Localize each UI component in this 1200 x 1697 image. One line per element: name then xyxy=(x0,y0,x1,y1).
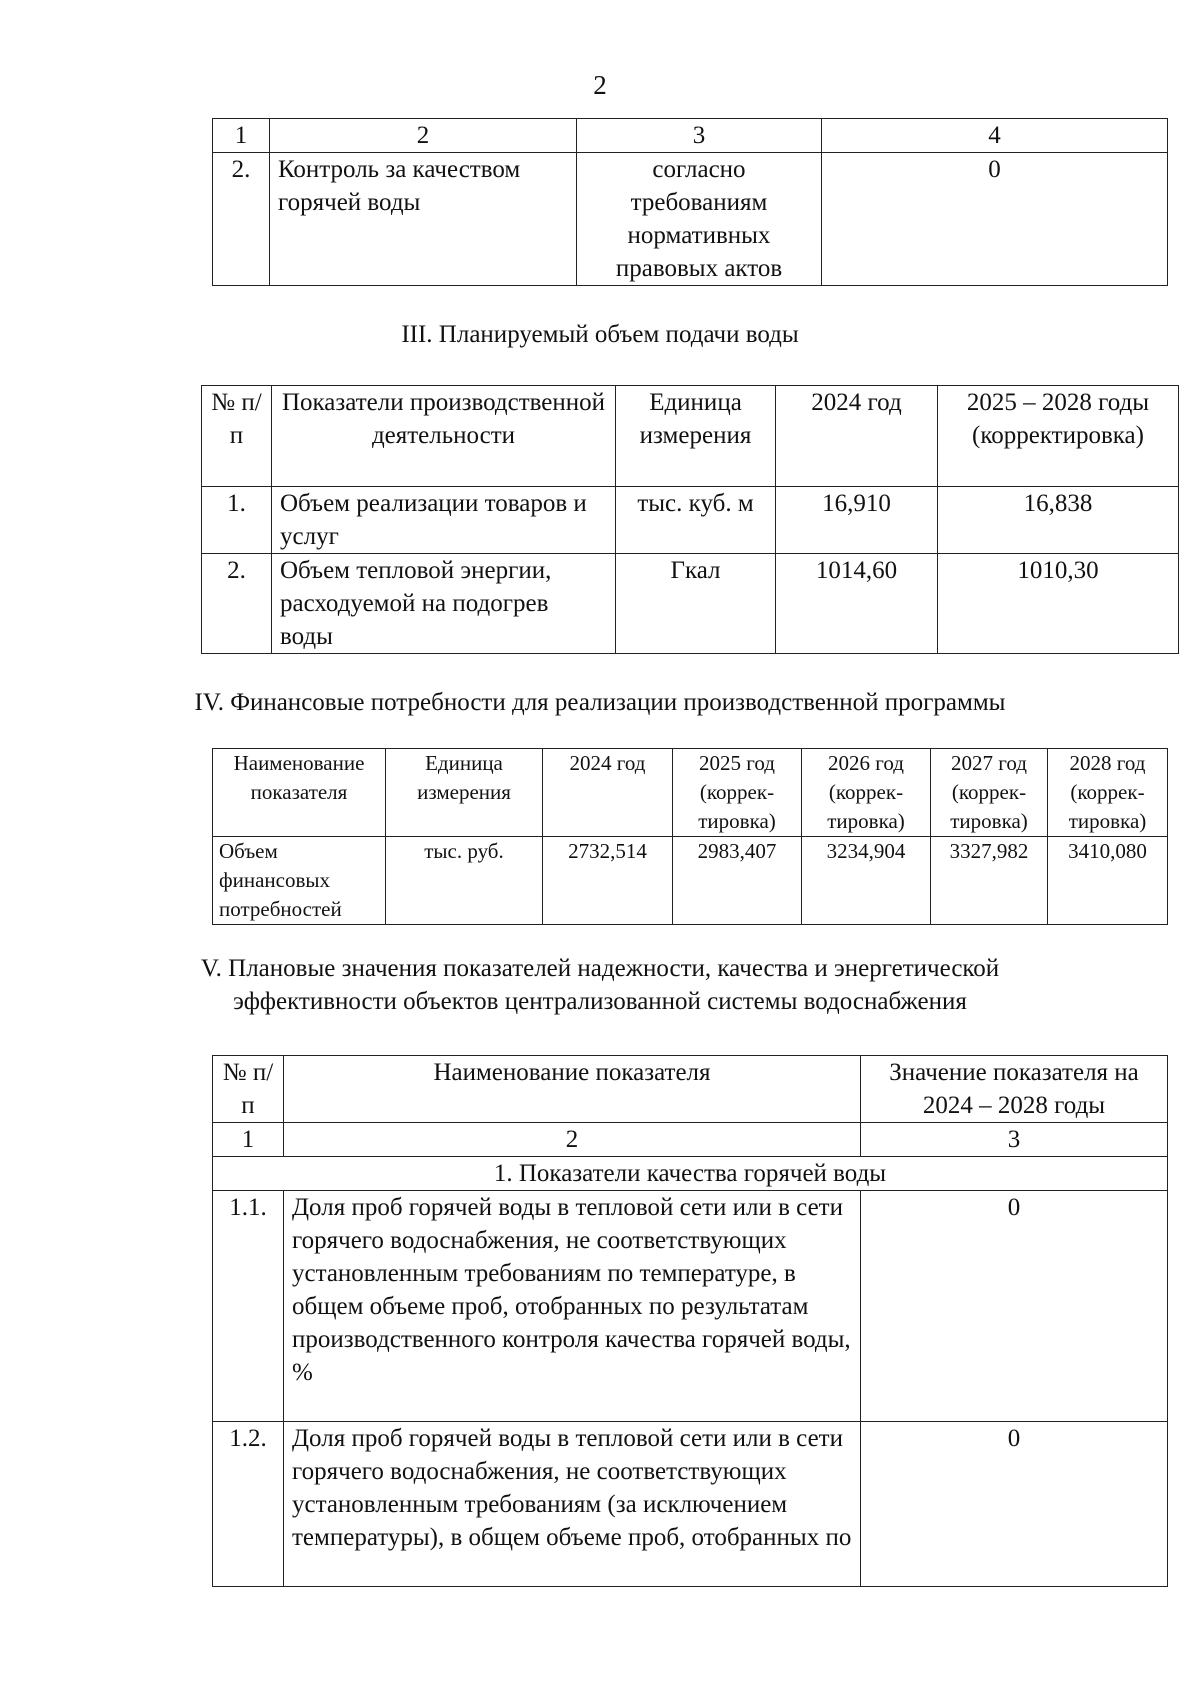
header-cell: 4 xyxy=(822,119,1168,153)
header-num: № п/п xyxy=(213,1056,284,1123)
header-cell: 2 xyxy=(270,119,577,153)
table-row xyxy=(213,1191,1168,1422)
table-water-supply-volume xyxy=(201,385,1179,654)
row-number: 1. xyxy=(202,487,272,554)
table-reliability-indicators xyxy=(212,1055,1168,1587)
row-2025-2028: 16,838 xyxy=(938,487,1179,554)
row-2026: 3234,904 xyxy=(802,837,931,925)
table-row xyxy=(213,1422,1168,1587)
row-2024: 16,910 xyxy=(776,487,938,554)
row-name: Объем финансовых потребностей xyxy=(213,837,386,925)
section3-title: III. Планируемый объем подачи воды xyxy=(401,321,799,348)
header-name: Наименование показателя xyxy=(213,749,386,837)
row-2024: 2732,514 xyxy=(543,837,673,925)
header-2025-2028: 2025 – 2028 годы (корректировка) xyxy=(938,386,1179,487)
table-header-row xyxy=(213,749,1168,837)
header-unit: Единица измерения xyxy=(386,749,543,837)
table-header-row xyxy=(202,386,1179,487)
row-number: 1.2. xyxy=(213,1422,284,1587)
header-2024: 2024 год xyxy=(543,749,673,837)
table-row xyxy=(202,554,1179,654)
row-2024: 1014,60 xyxy=(776,554,938,654)
page-number: 2 xyxy=(593,70,607,100)
table-header-row xyxy=(213,1056,1168,1123)
table-row xyxy=(213,837,1168,925)
header-value: Значение показателя на 2024 – 2028 годы xyxy=(861,1056,1168,1123)
header-indicator: Показатели производственной деятельности xyxy=(272,386,616,487)
row-unit: тыс. руб. xyxy=(386,837,543,925)
header-name: Наименование показателя xyxy=(284,1056,861,1123)
header-num: № п/п xyxy=(202,386,272,487)
section5-title-line2: эффективности объектов централизованной системы водоснабжения xyxy=(233,988,967,1015)
table-row xyxy=(213,153,1168,286)
header-2026: 2026 год (коррек-тировка) xyxy=(802,749,931,837)
row-name: Доля проб горячей воды в тепловой сети или в сети горячего водоснабжения, не соответствующих установленным требованиям (за исключением температуры), в общем объеме проб, отобранных по xyxy=(284,1422,861,1587)
table-financial-needs xyxy=(212,748,1168,925)
row-name: Контроль за качеством горячей воды xyxy=(270,153,577,286)
header-2027: 2027 год (коррек-тировка) xyxy=(931,749,1048,837)
row-value: 0 xyxy=(861,1191,1168,1422)
header-2025: 2025 год (коррек-тировка) xyxy=(673,749,802,837)
row-number: 2. xyxy=(213,153,270,286)
row-name: Доля проб горячей воды в тепловой сети или в сети горячего водоснабжения, не соответствующих установленным требованиям по температуре, в общем объеме проб, отобранных по результатам производственного контроля качества горячей воды, % xyxy=(284,1191,861,1422)
table-quality-control xyxy=(212,118,1168,286)
index-cell: 2 xyxy=(284,1123,861,1157)
row-2028: 3410,080 xyxy=(1048,837,1168,925)
header-cell: 3 xyxy=(577,119,822,153)
row-2025: 2983,407 xyxy=(673,837,802,925)
header-2028: 2028 год (коррек-тировка) xyxy=(1048,749,1168,837)
row-requirement: согласно требованиям нормативных правовых актов xyxy=(577,153,822,286)
header-unit: Единица измерения xyxy=(616,386,776,487)
group-row xyxy=(213,1157,1168,1191)
index-cell: 1 xyxy=(213,1123,284,1157)
section5-title-line1: V. Плановые значения показателей надежности, качества и энергетической xyxy=(200,955,1000,982)
group-title: 1. Показатели качества горячей воды xyxy=(213,1157,1168,1191)
header-cell: 1 xyxy=(213,119,270,153)
row-value: 0 xyxy=(822,153,1168,286)
row-indicator: Объем реализации товаров и услуг xyxy=(272,487,616,554)
index-cell: 3 xyxy=(861,1123,1168,1157)
row-number: 1.1. xyxy=(213,1191,284,1422)
header-2024: 2024 год xyxy=(776,386,938,487)
row-value: 0 xyxy=(861,1422,1168,1587)
row-number: 2. xyxy=(202,554,272,654)
table-row xyxy=(202,487,1179,554)
section5-title xyxy=(0,952,1200,1018)
index-row xyxy=(213,1123,1168,1157)
row-2027: 3327,982 xyxy=(931,837,1048,925)
table-header-row xyxy=(213,119,1168,153)
row-indicator: Объем тепловой энергии, расходуемой на подогрев воды xyxy=(272,554,616,654)
row-unit: тыс. куб. м xyxy=(616,487,776,554)
row-2025-2028: 1010,30 xyxy=(938,554,1179,654)
row-unit: Гкал xyxy=(616,554,776,654)
section4-title: IV. Финансовые потребности для реализации производственной программы xyxy=(194,689,1006,716)
